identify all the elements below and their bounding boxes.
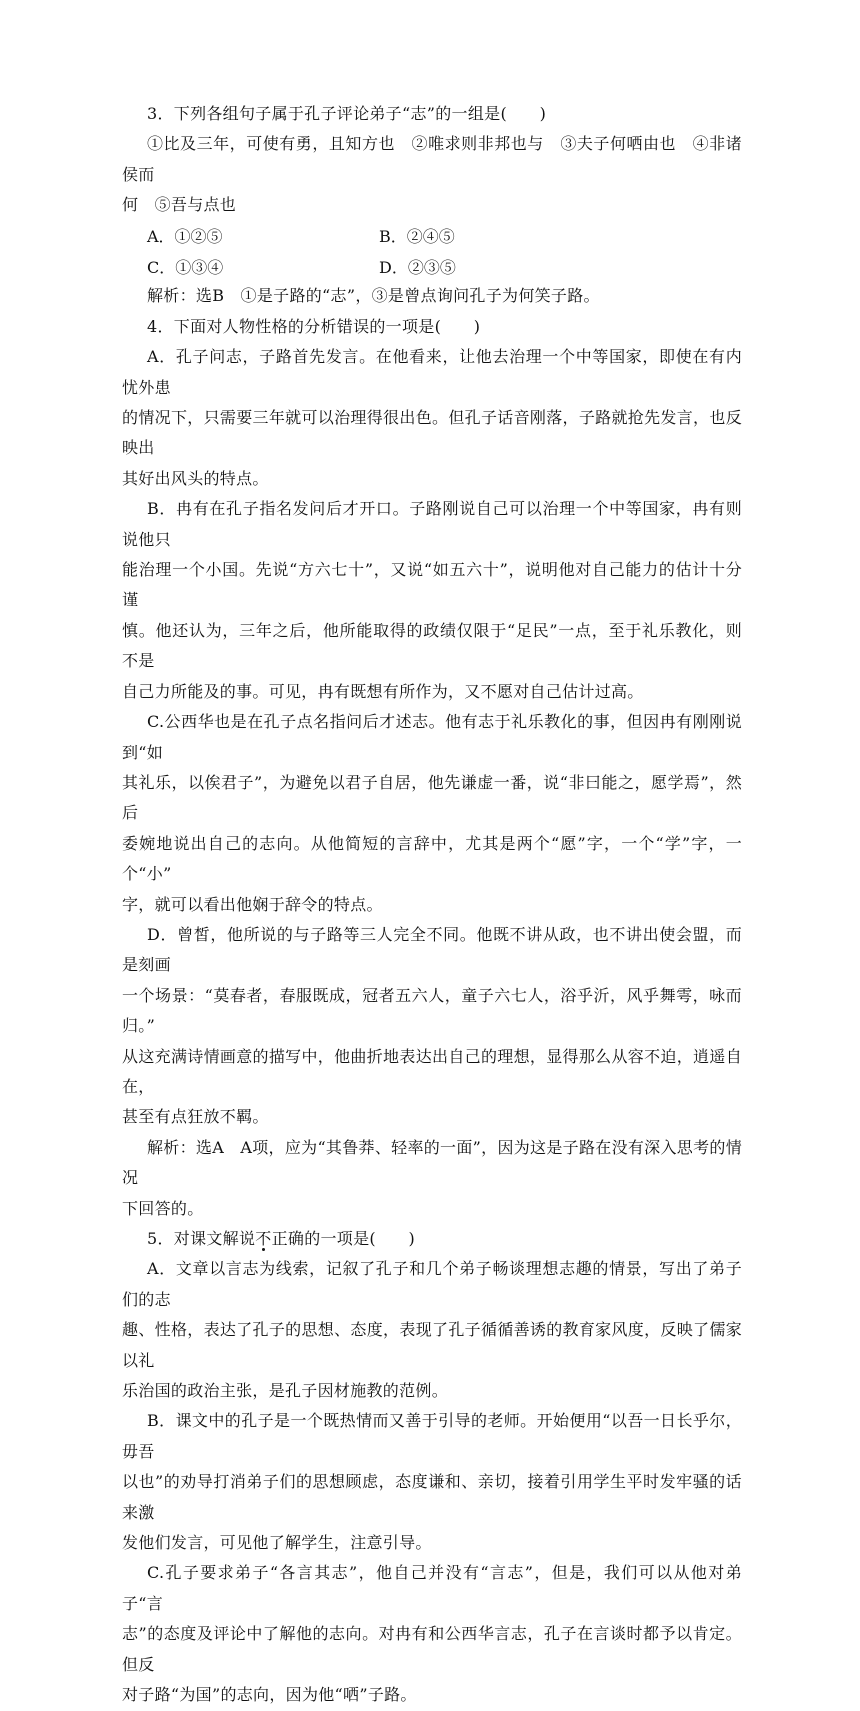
question-4-option-b: B．冉有在孔子指名发问后才开口。子路刚说自己可以治理一个中等国家，冉有则说他只	[122, 499, 742, 549]
question-3-option-b: B．②④⑤	[379, 227, 455, 247]
question-4-option-b-line: 能治理一个小国。先说“方六七十”，又说“如五六十”，说明他对自己能力的估计十分谨	[122, 560, 742, 610]
question-3-option-c: C．①③④	[147, 257, 224, 277]
question-4-option-c-line: 其礼乐，以俟君子”，为避免以君子自居，他先谦虚一番，说“非曰能之，愿学焉”，然后	[122, 772, 742, 823]
question-5-option-c: C.孔子要求弟子“各言其志”，他自己并没有“言志”，但是，我们可以从他对弟子“言	[122, 1563, 742, 1613]
question-5-option-b: B．课文中的孔子是一个既热情而又善于引导的老师。开始便用“以吾一日长乎尔，毋吾	[122, 1411, 742, 1461]
question-3-option-a: A．①②⑤	[147, 227, 223, 247]
question-4-option-a-line: 其好出风头的特点。	[122, 468, 269, 488]
question-3-option-d: D．②③⑤	[379, 257, 456, 277]
question-4-answer-line: 下回答的。	[122, 1198, 204, 1218]
question-4-stem: 4．下面对人物性格的分析错误的一项是( )	[147, 316, 481, 336]
question-5-option-a-line: 趣、性格，表达了孔子的思想、态度，表现了孔子循循善诱的教育家风度，反映了儒家以礼	[122, 1320, 742, 1370]
question-4-option-b-line: 自己力所能及的事。可见，冉有既想有所作为，又不愿对自己估计过高。	[122, 681, 644, 701]
question-5-stem-emphasis: 不	[255, 1229, 272, 1248]
question-4-option-c-line: 委婉地说出自己的志向。从他简短的言辞中，尤其是两个“愿”字，一个“学”字，一个“小”	[122, 833, 742, 884]
question-4-option-d: D．曾皙，他所说的与子路等三人完全不同。他既不讲从政，也不讲出使会盟，而是刻画	[122, 924, 742, 975]
question-3-options-row-1	[122, 221, 742, 251]
question-4-option-d-line: 甚至有点狂放不羁。	[122, 1107, 269, 1127]
question-3-stem: 3．下列各组句子属于孔子评论弟子“志”的一组是( )	[147, 104, 547, 123]
question-5-stem-post: 正确的一项是( )	[271, 1229, 416, 1248]
question-4-option-b-line: 慎。他还认为，三年之后，他所能取得的政绩仅限于“足民”一点，至于礼乐教化，则不是	[122, 620, 742, 671]
question-5-stem	[122, 1224, 742, 1254]
question-4-option-c: C.公西华也是在孔子点名指问后才述志。他有志于礼乐教化的事，但因冉有刚刚说到“如	[122, 712, 742, 762]
question-5-option-a: A．文章以言志为线索，记叙了孔子和几个弟子畅谈理想志趣的情景，写出了弟子们的志	[122, 1259, 742, 1309]
question-4-answer: 解析：选A A项，应为“其鲁莽、轻率的一面”，因为这是子路在没有深入思考的情况	[122, 1137, 742, 1188]
question-3-options-row-2	[122, 251, 742, 281]
question-5-option-c-line: 志”的态度及评论中了解他的志向。对冉有和公西华言志，孔子在言谈时都予以肯定。但反	[122, 1624, 742, 1674]
question-4-option-d-line: 一个场景：“莫春者，春服既成，冠者五六人，童子六七人，浴乎沂，风乎舞雩，咏而归。”	[122, 985, 742, 1036]
question-4-option-d-line: 从这充满诗情画意的描写中，他曲折地表达出自己的理想，显得那么从容不迫，逍遥自在，	[122, 1046, 742, 1096]
question-5-stem-pre: 5．对课文解说	[147, 1229, 256, 1248]
question-5-option-c-line: 对子路“为国”的志向，因为他“哂”子路。	[122, 1685, 417, 1705]
question-5-option-b-line: 发他们发言，可见他了解学生，注意引导。	[122, 1533, 432, 1553]
question-3-answer: 解析：选B ①是子路的“志”，③是曾点询问孔子为何笑子路。	[147, 286, 600, 306]
question-4-option-a-line: 的情况下，只需要三年就可以治理得很出色。但孔子话音刚落，子路就抢先发言，也反映出	[122, 408, 742, 458]
document-body	[122, 99, 742, 1711]
question-3-items: ①比及三年，可使有勇，且知方也 ②唯求则非邦也与 ③夫子何哂由也 ④非诸侯而	[122, 134, 742, 184]
question-4-option-c-line: 字，就可以看出他娴于辞令的特点。	[122, 894, 383, 914]
question-4-option-a: A．孔子问志，子路首先发言。在他看来，让他去治理一个中等国家，即使在有内忧外患	[122, 347, 742, 397]
question-5-option-b-line: 以也”的劝导打消弟子们的思想顾虑，态度谦和、亲切，接着引用学生平时发牢骚的话来激	[122, 1472, 742, 1522]
question-3-items-cont: 何 ⑤吾与点也	[122, 195, 237, 215]
question-5-option-a-line: 乐治国的政治主张，是孔子因材施教的范例。	[122, 1381, 449, 1401]
